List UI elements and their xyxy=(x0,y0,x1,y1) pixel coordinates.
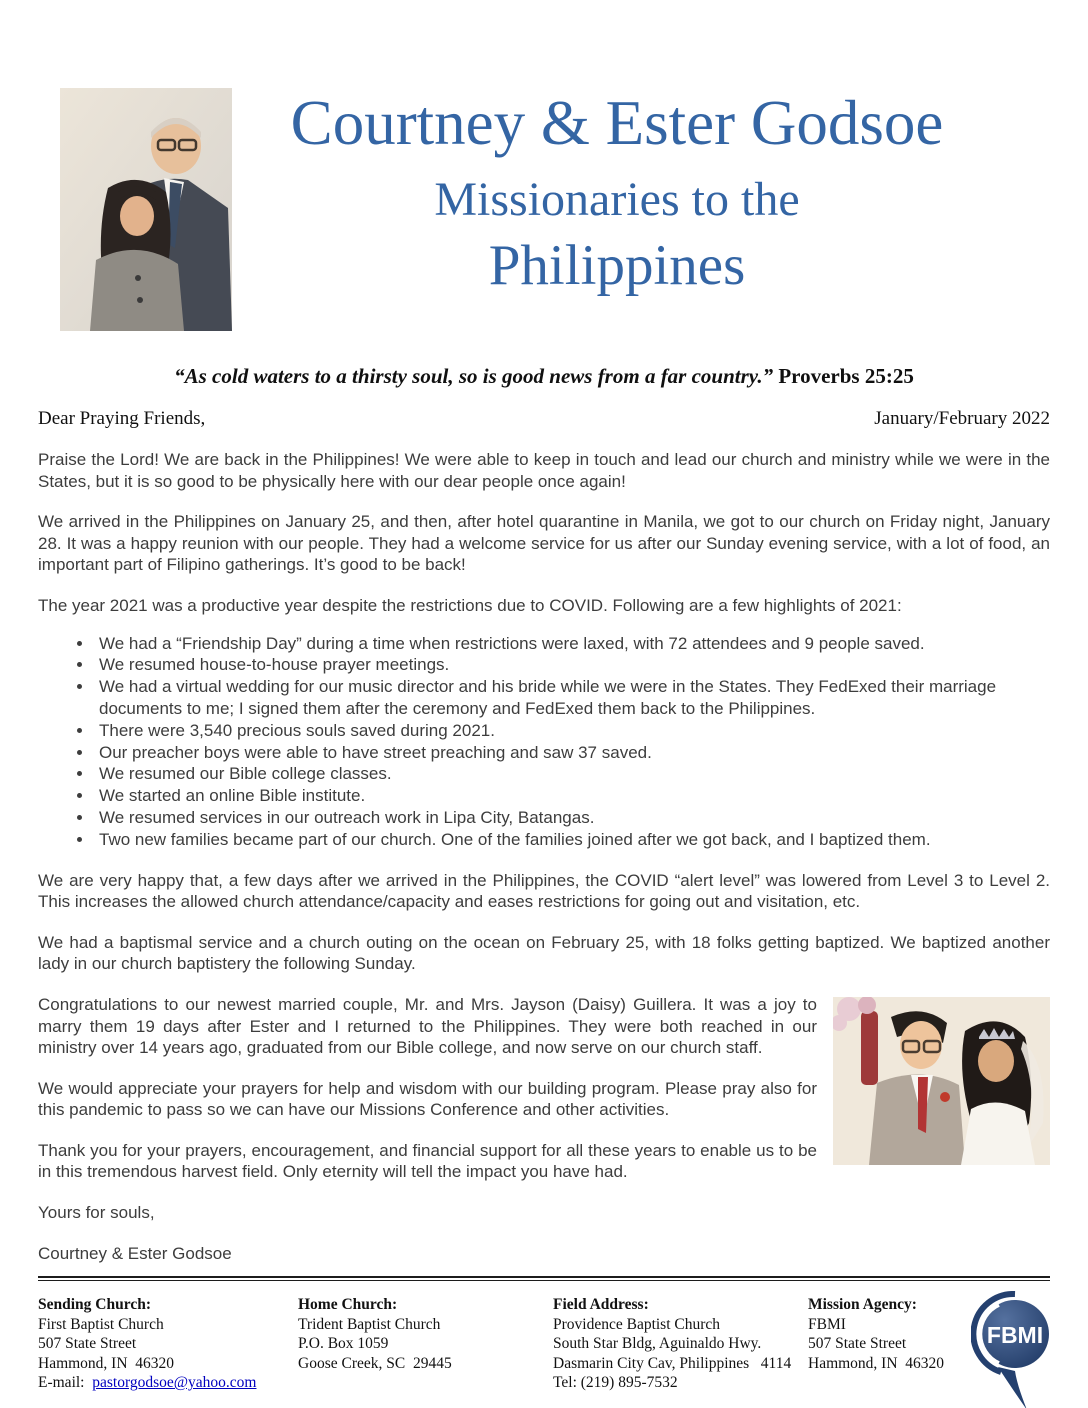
signature: Courtney & Ester Godsoe xyxy=(38,1243,232,1263)
list-item: • We had a virtual wedding for our music director and his bride while we were in the States. They FedExed their marriage documents to me; I signed them after the ceremony and FedExed them back to the Philippines. xyxy=(94,676,1050,720)
email-label: E-mail: xyxy=(38,1374,85,1392)
list-item: • We resumed services in our outreach work in Lipa City, Batangas. xyxy=(94,807,1050,829)
list-item: • We had a “Friendship Day” during a time when restrictions were laxed, with 72 attendees and 9 people saved. xyxy=(94,633,1050,655)
fbmi-logo-text: FBMI xyxy=(986,1322,1044,1349)
fbmi-logo xyxy=(971,1291,1050,1408)
closing: Yours for souls, xyxy=(38,1203,155,1223)
footer-line: South Star Bldg, Aguinaldo Hwy. xyxy=(553,1335,762,1353)
footer-line: Hammond, IN 46320 xyxy=(38,1354,175,1372)
wedding-photo-illustration xyxy=(833,997,1050,1165)
list-item: • Our preacher boys were able to have street preaching and saw 37 saved. xyxy=(94,742,1050,764)
footer-line: Goose Creek, SC 29445 xyxy=(298,1354,452,1372)
footer-heading: Sending Church: xyxy=(38,1296,151,1314)
footer-line: Trident Baptist Church xyxy=(298,1315,441,1333)
list-item: • There were 3,540 precious souls saved during 2021. xyxy=(94,720,1050,742)
footer-column-field-address xyxy=(553,1295,808,1408)
fbmi-logo-graphic xyxy=(971,1291,1050,1408)
list-item: • We resumed house-to-house prayer meetings. xyxy=(94,654,1050,676)
page-subtitle: Missionaries to the xyxy=(434,173,800,226)
wedding-photo xyxy=(833,997,1050,1165)
paragraph-praise: Praise the Lord! We are back in the Philippines! We were able to keep in touch and lead our church and ministry while we were in the States, but it is so good to be physically here with our dear people once again! xyxy=(38,450,1050,491)
highlights-list xyxy=(38,633,1050,851)
list-item: • Two new families became part of our church. One of the families joined after we got back, and I baptized them. xyxy=(94,829,1050,851)
verse-quote: “As cold waters to a thirsty soul, so is good news from a far country.” xyxy=(174,364,774,388)
masthead-titles xyxy=(232,88,1050,297)
paragraph-baptismal: We had a baptismal service and a church outing on the ocean on February 25, with 18 folks getting baptized. We baptized another lady in our church baptistery the following Sunday. xyxy=(38,932,1050,974)
list-item: • We started an online Bible institute. xyxy=(94,785,1050,807)
footer-heading: Home Church: xyxy=(298,1296,398,1314)
paragraph-thanks: Thank you for your prayers, encouragement, and financial support for all these years to enable us to be in this tremendous harvest field. Only eternity will tell the impact you have had. xyxy=(38,1140,817,1182)
footer-line: 507 State Street xyxy=(808,1335,907,1353)
scripture-verse xyxy=(38,364,1050,389)
footer-line: Hammond, IN 46320 xyxy=(808,1354,945,1372)
footer-line: Providence Baptist Church xyxy=(553,1315,721,1333)
wrap-section xyxy=(38,994,1050,1183)
footer-line: FBMI xyxy=(808,1315,846,1333)
list-item: • We resumed our Bible college classes. xyxy=(94,763,1050,785)
footer-divider xyxy=(38,1276,1050,1281)
footer-column-home-church xyxy=(298,1295,553,1408)
footer-line: Dasmarin City Cav, Philippines 4114 xyxy=(553,1354,792,1372)
footer-line: P.O. Box 1059 xyxy=(298,1335,389,1353)
footer-heading: Mission Agency: xyxy=(808,1296,917,1314)
paragraph-congratulations: Congratulations to our newest married couple, Mr. and Mrs. Jayson (Daisy) Guillera. It was a joy to marry them 19 days after Ester and I returned to the Philippines. They were both reached in our ministry over 14 years ago, graduated from our Bible college, and now serve on our church staff. xyxy=(38,994,817,1058)
date-label: January/February 2022 xyxy=(874,408,1050,429)
page-title: Courtney & Ester Godsoe xyxy=(290,88,944,158)
verse-reference: Proverbs 25:25 xyxy=(778,364,914,388)
page-subtitle-location: Philippines xyxy=(488,234,746,297)
greeting: Dear Praying Friends, xyxy=(38,408,206,429)
footer xyxy=(38,1295,1050,1408)
footer-column-sending-church xyxy=(38,1295,298,1408)
masthead xyxy=(38,88,1050,331)
footer-line: Tel: (219) 895-7532 xyxy=(553,1374,678,1392)
couple-photo xyxy=(60,88,232,331)
greeting-row xyxy=(38,408,1050,430)
footer-heading: Field Address: xyxy=(553,1296,649,1314)
paragraph-prayer-request: We would appreciate your prayers for help and wisdom with our building program. Please pray also for this pandemic to pass so we can have our Missions Conference and other activities. xyxy=(38,1078,817,1120)
paragraph-alert-level: We are very happy that, a few days after we arrived in the Philippines, the COVID “alert level” was lowered from Level 3 to Level 2. This increases the allowed church attendance/capacity and eases restrictions for going out and visitation, etc. xyxy=(38,870,1050,912)
footer-column-mission-agency xyxy=(808,1295,971,1408)
footer-email-row xyxy=(38,1373,298,1393)
paragraph-arrival: We arrived in the Philippines on January 25, and then, after hotel quarantine in Manila, we got to our church on Friday night, January 28. It was a happy reunion with our people. They had a welcome service for us after our Sunday evening service, with a lot of food, an important part of Filipino gatherings. It’s good to be back! xyxy=(38,512,1050,575)
footer-line: First Baptist Church xyxy=(38,1315,164,1333)
paragraph-highlights-intro: The year 2021 was a productive year despite the restrictions due to COVID. Following are a few highlights of 2021: xyxy=(38,595,902,615)
footer-line: 507 State Street xyxy=(38,1335,137,1353)
couple-photo-illustration xyxy=(60,88,232,331)
email-link[interactable]: pastorgodsoe@yahoo.com xyxy=(92,1374,257,1392)
